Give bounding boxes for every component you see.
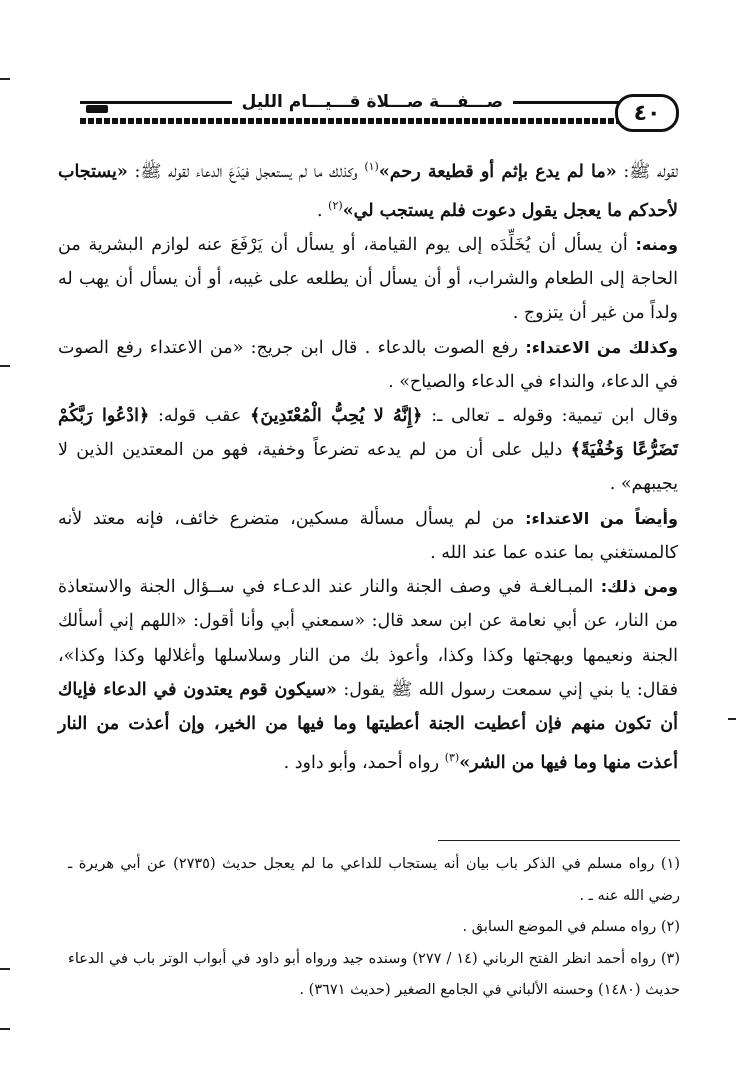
footnote-ref: (٢) bbox=[328, 199, 343, 213]
text: عقب قوله: bbox=[149, 406, 251, 427]
footnote-ref: (٣) bbox=[444, 751, 460, 765]
hadith-quote: «سيكون قوم يعتدون في الدعاء فإياك أن تكون منهم فإن أعطيت الجنة أعطيتها وما فيها من الخير، وإن أعذت من النار أعذت منها وما فيها من الشر» bbox=[58, 679, 678, 773]
text: أن يسأل أن يُخَلِّدَه إلى يوم القيامة، أو يسأل أن يَرْفَعَ عنه لوازم البشرية من الحاجة إلى الطعام والشراب، أو أن يسأل أن يطلعه على غيبه، أو أن يسأل أن يهب له ولداً من غير أن يتزوج . bbox=[58, 235, 678, 324]
paragraph bbox=[58, 228, 678, 331]
margin-mark bbox=[0, 78, 10, 80]
page-number: ٤٠ bbox=[615, 94, 679, 132]
page-header bbox=[80, 94, 683, 132]
paragraph-label: وأيضاً من الاعتداء: bbox=[525, 508, 678, 528]
text: لقوله ﷺ: bbox=[616, 161, 679, 182]
hadith-quote: «يستجاب لأحدكم ما يعجل يقول دعوت فلم يستجب لي» bbox=[58, 161, 678, 221]
paragraph bbox=[58, 570, 678, 780]
quran-verse: ﴿ادْعُوا رَبَّكُمْ تَضَرُّعًا وَخُفْيَةً﴾ bbox=[58, 406, 678, 461]
margin-mark bbox=[0, 968, 10, 970]
footnotes bbox=[68, 849, 680, 1007]
text: . bbox=[317, 200, 329, 221]
text: رواه أحمد، وأبو داود . bbox=[283, 752, 445, 773]
running-title: صـــفـــة صـــلاة قـــيـــام الليل bbox=[232, 92, 513, 112]
text: من لم يسأل مسألة مسكين، متضرع خائف، فإنه معتد لأنه كالمستغني بما عنده عما عند الله . bbox=[58, 508, 678, 563]
margin-mark bbox=[728, 718, 736, 720]
footnote: (٢) رواه مسلم في الموضع السابق . bbox=[462, 919, 680, 935]
paragraph bbox=[58, 150, 678, 228]
hadith-quote: «ما لم يدع بإثم أو قطيعة رحم» bbox=[378, 161, 617, 182]
footnote: (١) رواه مسلم في الذكر باب بيان أنه يستجاب للداعي ما لم يعجل حديث (٢٧٣٥) عن أبي هريرة ـ رضي الله عنه ـ . bbox=[68, 856, 680, 904]
text: وكذلك ما لم يستعجل فيَدَعَ الدعاء لقوله ﷺ: bbox=[127, 161, 365, 182]
text: رفع الصوت بالدعاء . قال ابن جريج: «من الاعتداء رفع الصوت في الدعاء، والنداء في الدعاء والصياح» . bbox=[58, 337, 678, 392]
margin-mark bbox=[0, 1028, 10, 1030]
margin-mark bbox=[0, 365, 10, 367]
paragraph bbox=[58, 399, 678, 502]
main-text bbox=[58, 150, 678, 780]
text: وقال ابن تيمية: وقوله ـ تعالى ـ: bbox=[422, 406, 679, 427]
paragraph-label: وكذلك من الاعتداء: bbox=[525, 337, 678, 357]
paragraph bbox=[58, 331, 678, 399]
text: دليل على أن من لم يدعه تضرعاً وخفية، فهو من المعتدين الذين لا يجيبهم» . bbox=[58, 440, 678, 495]
quran-verse: ﴿إِنَّهُ لا يُحِبُّ الْمُعْتَدِينَ﴾ bbox=[250, 406, 423, 427]
footnote-separator bbox=[438, 840, 680, 841]
footnote: (٣) رواه أحمد انظر الفتح الرباني (١٤ / ٢٧٧) وسنده جيد ورواه أبو داود في أبواب الوتر باب في الدعاء حديث (١٤٨٠) وحسنه الألباني في الجامع الصغير (حديث ٣٦٧١) . bbox=[68, 950, 680, 998]
header-ornament bbox=[86, 105, 108, 113]
footnote-ref: (١) bbox=[364, 160, 379, 173]
paragraph bbox=[58, 502, 678, 570]
paragraph-label: ومن ذلك: bbox=[600, 577, 679, 597]
paragraph-label: ومنه: bbox=[635, 235, 678, 255]
text: المبـالغـة في وصف الجنة والنار عند الدعـاء في ســؤال الجنة والاستعاذة من النار، عن أبي نعامة عن ابن سعد قال: «سمعني أبي وأنا أقول: «اللهم إني أسألك الجنة ونعيمها وبهجتها وكذا وكذا، وأعوذ بك من النار وسلاسلها وأغلالها وكذا وكذا»، فقال: يا بني إني سمعت رسول الله ﷺ يقول: bbox=[58, 577, 678, 700]
header-decorative-rule bbox=[80, 118, 621, 124]
